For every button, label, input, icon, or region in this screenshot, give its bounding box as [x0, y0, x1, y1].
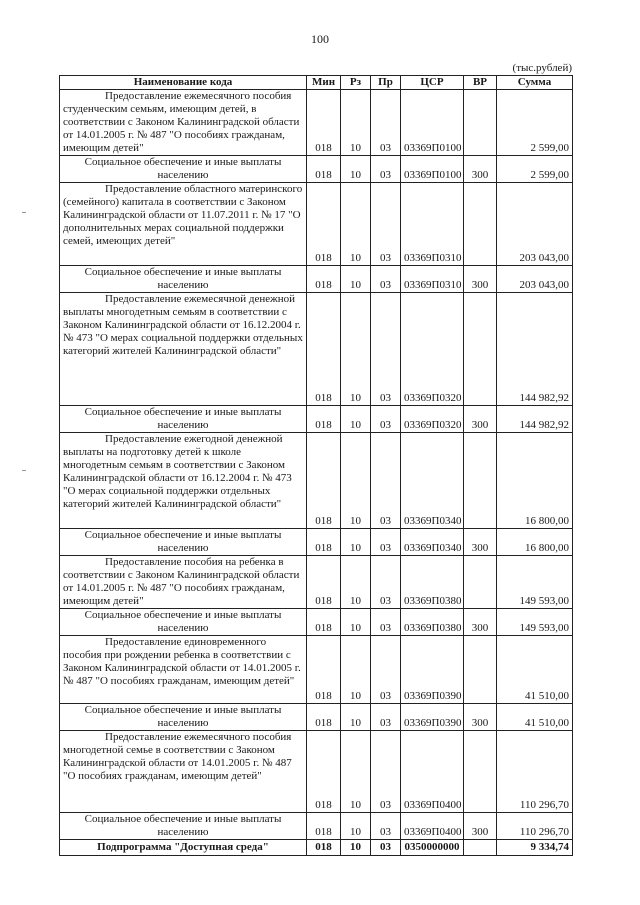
cell-name: Предоставление ежемесячного пособия многодетной семье в соответствии с Законом Калининградской области от 14.01.2005 г. № 487 "О пособиях гражданам, имеющим детей" [60, 731, 307, 813]
cell-pr: 03 [371, 840, 401, 856]
cell-csr: 03369П0400 [401, 731, 464, 813]
budget-table [59, 75, 573, 856]
cell-pr: 03 [371, 90, 401, 156]
cell-sum: 144 982,92 [497, 406, 573, 433]
cell-sum: 9 334,74 [497, 840, 573, 856]
cell-pr: 03 [371, 813, 401, 840]
cell-name: Социальное обеспечение и иные выплаты населению [60, 813, 307, 840]
cell-name: Социальное обеспечение и иные выплаты населению [60, 266, 307, 293]
cell-rz: 10 [341, 704, 371, 731]
cell-sum: 149 593,00 [497, 556, 573, 609]
cell-sum: 2 599,00 [497, 90, 573, 156]
subprogram-total-row [60, 840, 573, 856]
cell-pr: 03 [371, 556, 401, 609]
cell-name: Социальное обеспечение и иные выплаты населению [60, 156, 307, 183]
cell-csr: 03369П0400 [401, 813, 464, 840]
cell-rz: 10 [341, 406, 371, 433]
cell-name: Предоставление ежегодной денежной выплаты на подготовку детей к школе многодетным семьям в соответствии с Законом Калининградской области от 16.12.2004 г. № 473 "О мерах социальной поддержки отдельных категорий жителей Калининградской области" [60, 433, 307, 529]
cell-name: Предоставление единовременного пособия при рождении ребенка в соответствии с Законом Калининградской области от 14.01.2005 г. № 487 "О пособиях гражданам, имеющим детей" [60, 636, 307, 704]
cell-pr: 03 [371, 266, 401, 293]
cell-csr: 03369П0380 [401, 556, 464, 609]
header-rz: Рз [341, 76, 371, 90]
cell-rz: 10 [341, 731, 371, 813]
cell-vr [464, 840, 497, 856]
cell-name: Предоставление ежемесячной денежной выплаты многодетным семьям в соответствии с Законом Калининградской области от 16.12.2004 г. № 473 "О мерах социальной поддержки отдельных категорий жителей Калининградской области" [60, 293, 307, 406]
cell-name: Предоставление ежемесячного пособия студенческим семьям, имеющим детей, в соответствии с Законом Калининградской области от 14.01.2005 г. № 487 "О пособиях гражданам, имеющим детей" [60, 90, 307, 156]
cell-name: Подпрограмма "Доступная среда" [60, 840, 307, 856]
cell-rz: 10 [341, 556, 371, 609]
cell-sum: 203 043,00 [497, 266, 573, 293]
cell-vr: 300 [464, 156, 497, 183]
cell-csr: 03369П0320 [401, 406, 464, 433]
cell-csr: 03369П0380 [401, 609, 464, 636]
table-header-row [60, 76, 573, 90]
cell-name: Предоставление областного материнского (семейного) капитала в соответствии с Законом Калининградской области от 11.07.2011 г. № 17 "О дополнительных мерах социальной поддержки семей, имеющих детей" [60, 183, 307, 266]
table-row [60, 433, 573, 529]
table-body [60, 90, 573, 856]
cell-name: Социальное обеспечение и иные выплаты населению [60, 609, 307, 636]
table-row [60, 406, 573, 433]
cell-pr: 03 [371, 183, 401, 266]
cell-pr: 03 [371, 636, 401, 704]
cell-rz: 10 [341, 156, 371, 183]
table-row [60, 813, 573, 840]
page-number: 100 [311, 32, 329, 46]
table-row [60, 731, 573, 813]
cell-csr: 03369П0340 [401, 529, 464, 556]
cell-min: 018 [307, 406, 341, 433]
scan-mark [22, 212, 26, 213]
cell-vr: 300 [464, 704, 497, 731]
scan-mark [22, 470, 26, 471]
cell-csr: 03369П0100 [401, 90, 464, 156]
cell-min: 018 [307, 813, 341, 840]
header-name: Наименование кода [60, 76, 307, 90]
cell-rz: 10 [341, 433, 371, 529]
table-row [60, 636, 573, 704]
cell-min: 018 [307, 529, 341, 556]
table-row [60, 529, 573, 556]
header-vr: ВР [464, 76, 497, 90]
cell-pr: 03 [371, 609, 401, 636]
table-row [60, 90, 573, 156]
cell-sum: 149 593,00 [497, 609, 573, 636]
cell-pr: 03 [371, 433, 401, 529]
cell-pr: 03 [371, 529, 401, 556]
header-sum: Сумма [497, 76, 573, 90]
cell-vr [464, 731, 497, 813]
cell-min: 018 [307, 636, 341, 704]
cell-rz: 10 [341, 529, 371, 556]
cell-vr: 300 [464, 266, 497, 293]
cell-csr: 03369П0340 [401, 433, 464, 529]
cell-min: 018 [307, 293, 341, 406]
cell-min: 018 [307, 183, 341, 266]
cell-sum: 16 800,00 [497, 433, 573, 529]
header-min: Мин [307, 76, 341, 90]
cell-rz: 10 [341, 840, 371, 856]
cell-pr: 03 [371, 731, 401, 813]
cell-sum: 16 800,00 [497, 529, 573, 556]
cell-sum: 203 043,00 [497, 183, 573, 266]
cell-rz: 10 [341, 183, 371, 266]
cell-rz: 10 [341, 293, 371, 406]
cell-csr: 03369П0390 [401, 636, 464, 704]
cell-sum: 41 510,00 [497, 636, 573, 704]
cell-csr: 03369П0310 [401, 183, 464, 266]
cell-min: 018 [307, 556, 341, 609]
cell-name: Социальное обеспечение и иные выплаты населению [60, 406, 307, 433]
table-row [60, 556, 573, 609]
cell-pr: 03 [371, 293, 401, 406]
cell-vr [464, 556, 497, 609]
table-row [60, 183, 573, 266]
cell-rz: 10 [341, 266, 371, 293]
cell-rz: 10 [341, 813, 371, 840]
header-pr: Пр [371, 76, 401, 90]
table-row [60, 266, 573, 293]
cell-csr: 03369П0390 [401, 704, 464, 731]
cell-min: 018 [307, 90, 341, 156]
cell-vr: 300 [464, 529, 497, 556]
cell-min: 018 [307, 840, 341, 856]
cell-vr: 300 [464, 609, 497, 636]
cell-sum: 144 982,92 [497, 293, 573, 406]
cell-min: 018 [307, 731, 341, 813]
cell-pr: 03 [371, 704, 401, 731]
cell-rz: 10 [341, 90, 371, 156]
cell-sum: 41 510,00 [497, 704, 573, 731]
cell-min: 018 [307, 156, 341, 183]
cell-rz: 10 [341, 609, 371, 636]
cell-csr: 03369П0310 [401, 266, 464, 293]
cell-sum: 110 296,70 [497, 731, 573, 813]
cell-vr [464, 636, 497, 704]
unit-note: (тыс.рублей) [512, 62, 572, 74]
cell-sum: 2 599,00 [497, 156, 573, 183]
cell-vr [464, 90, 497, 156]
cell-csr: 03369П0100 [401, 156, 464, 183]
cell-min: 018 [307, 266, 341, 293]
cell-min: 018 [307, 609, 341, 636]
table-row [60, 609, 573, 636]
cell-name: Предоставление пособия на ребенка в соответствии с Законом Калининградской области от 14.01.2005 г. № 487 "О пособиях гражданам, имеющим детей" [60, 556, 307, 609]
cell-csr: 03369П0320 [401, 293, 464, 406]
table-row [60, 293, 573, 406]
cell-csr: 0350000000 [401, 840, 464, 856]
cell-name: Социальное обеспечение и иные выплаты населению [60, 529, 307, 556]
cell-sum: 110 296,70 [497, 813, 573, 840]
table-row [60, 156, 573, 183]
cell-vr: 300 [464, 813, 497, 840]
cell-vr [464, 433, 497, 529]
cell-vr [464, 183, 497, 266]
cell-pr: 03 [371, 406, 401, 433]
cell-pr: 03 [371, 156, 401, 183]
cell-rz: 10 [341, 636, 371, 704]
header-csr: ЦСР [401, 76, 464, 90]
cell-min: 018 [307, 433, 341, 529]
cell-vr: 300 [464, 406, 497, 433]
cell-vr [464, 293, 497, 406]
table-row [60, 704, 573, 731]
cell-min: 018 [307, 704, 341, 731]
cell-name: Социальное обеспечение и иные выплаты населению [60, 704, 307, 731]
